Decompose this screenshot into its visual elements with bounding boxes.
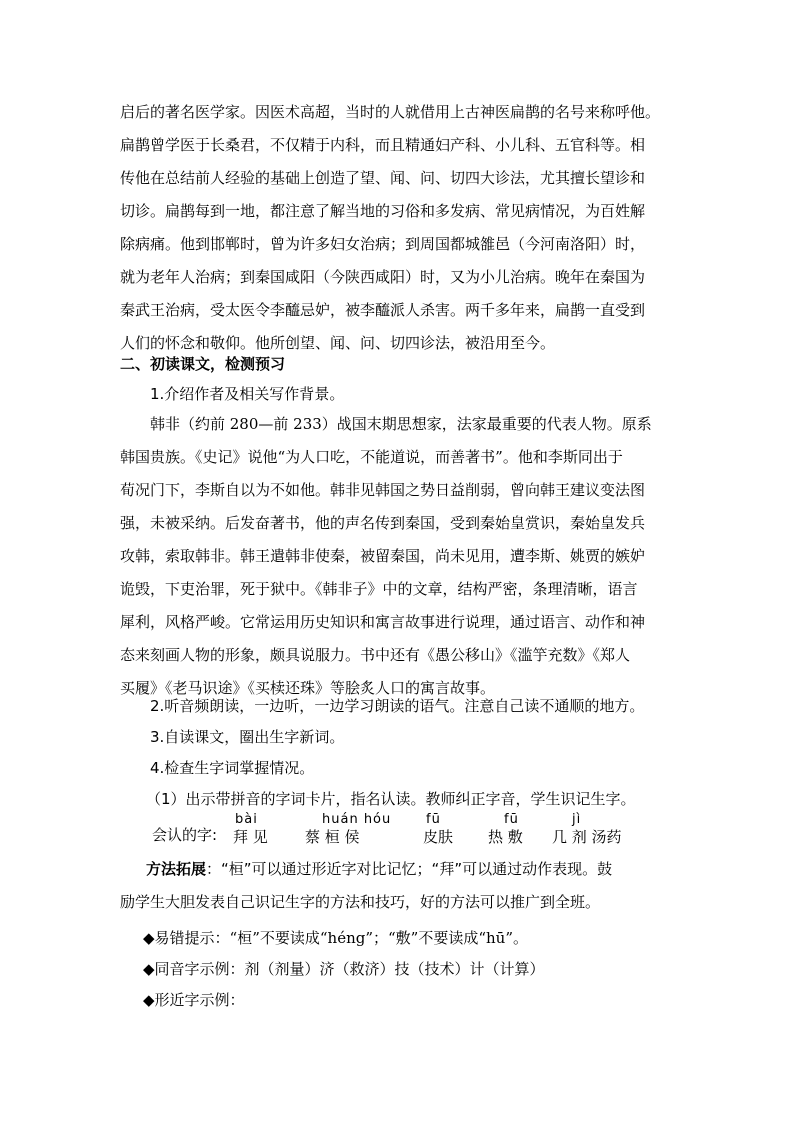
intro-line: 就为老年人治病；到秦国咸阳（今陕西咸阳）时，又为小儿治病。晚年在秦国为 <box>120 268 646 286</box>
hanfei-line: 韩非（约前 280—前 233）战国末期思想家，法家最重要的代表人物。原系 <box>150 415 652 433</box>
intro-line: 除病痛。他到邯郸时，曾为许多妇女治病；到周国都城雒邑（今河南洛阳）时， <box>120 235 646 253</box>
intro-line: 秦武王治病，受太医令李醯忌妒，被李醯派人杀害。两千多年来，扁鹊一直受到 <box>120 301 646 319</box>
section-heading: 二、初读课文，检测预习 <box>120 355 286 373</box>
intro-line: 切诊。扁鹊每到一地，都注意了解当地的习俗和多发病、常见病情况，为百姓解 <box>120 202 646 220</box>
item-1: 1.介绍作者及相关写作背景。 <box>150 385 345 403</box>
pinyin: fū <box>504 812 519 827</box>
hanfei-line: 荀况门下，李斯自以为不如他。韩非见韩国之势日益削弱，曾向韩王建议变法图 <box>120 481 646 499</box>
hanfei-line: 买履》《老马识途》《买椟还珠》等脍炙人口的寓言故事。 <box>120 679 496 697</box>
intro-line: 传他在总结前人经验的基础上创造了望、闻、问、切四大诊法，尤其擅长望诊和 <box>120 169 646 187</box>
method-text: ：“桓”可以通过形近字对比记忆；“拜”可以通过动作表现。鼓 <box>206 860 613 878</box>
hanfei-line: 攻韩，索取韩非。韩王遣韩非使秦，被留秦国，尚未见用，遭李斯、姚贾的嫉妒 <box>120 547 646 565</box>
tip-homophone: ◆同音字示例：剂（剂量）济（救济）技（技术）计（计算） <box>143 960 545 978</box>
recognize-char: 热 敷 <box>488 828 523 846</box>
hanfei-paragraph <box>120 408 680 705</box>
hanfei-line: 态来刻画人物的形象，颇具说服力。书中还有《愚公移山》《滥竽充数》《郑人 <box>120 646 631 664</box>
recognize-char: 皮肤 <box>423 828 454 846</box>
recognize-char: 拜 见 <box>233 828 268 846</box>
item-4: 4.检查生字词掌握情况。 <box>150 759 315 777</box>
pinyin: fū <box>426 812 441 827</box>
intro-line: 人们的怀念和敬仰。他所创望、闻、问、切四诊法，被沿用至今。 <box>120 334 556 352</box>
pinyin: huán hóu <box>322 812 392 827</box>
hanfei-line: 韩国贵族。《史记》说他“为人口吃，不能道说，而善著书”。他和李斯同出于 <box>120 448 623 466</box>
hanfei-line: 犀利，风格严峻。它常运用历史知识和寓言故事进行说理，通过语言、动作和神 <box>120 613 646 631</box>
method-label: 方法拓展 <box>146 860 207 878</box>
tip-error: ◆易错提示：“桓”不要读成“héng”；“敷”不要读成“hū”。 <box>143 929 529 947</box>
sub-item-1: （1）出示带拼音的字词卡片，指名认读。教师纠正字音，学生识记生字。 <box>146 790 636 808</box>
tip-shape: ◆形近字示例： <box>143 991 245 1009</box>
intro-paragraph <box>120 96 680 360</box>
intro-line: 扁鹊曾学医于长桑君，不仅精于内科，而且精通妇产科、小儿科、五官科等。相 <box>120 136 646 154</box>
method-line-1 <box>146 853 686 886</box>
method-line-2: 励学生大胆发表自己识记生字的方法和技巧，好的方法可以推广到全班。 <box>120 893 601 911</box>
recognize-char: 几 剂 汤药 <box>552 828 622 846</box>
recognize-label: 会认的字: <box>152 826 218 844</box>
pinyin: jì <box>572 812 582 827</box>
item-2: 2.听音频朗读，一边听，一边学习朗读的语气。注意自己读不通顺的地方。 <box>150 697 645 715</box>
pinyin: bài <box>235 812 258 827</box>
hanfei-line: 诡毁，下吏治罪，死于狱中。《韩非子》中的文章，结构严密，条理清晰，语言 <box>120 580 638 598</box>
hanfei-line: 强，未被采纳。后发奋著书，他的声名传到秦国，受到秦始皇赏识，秦始皇发兵 <box>120 514 646 532</box>
item-3: 3.自读课文，圈出生字新词。 <box>150 728 345 746</box>
intro-line: 启后的著名医学家。因医术高超，当时的人就借用上古神医扁鹊的名号来称呼他。 <box>120 103 661 121</box>
recognize-char: 蔡 桓 侯 <box>305 828 360 846</box>
recognize-characters-row <box>120 812 680 852</box>
